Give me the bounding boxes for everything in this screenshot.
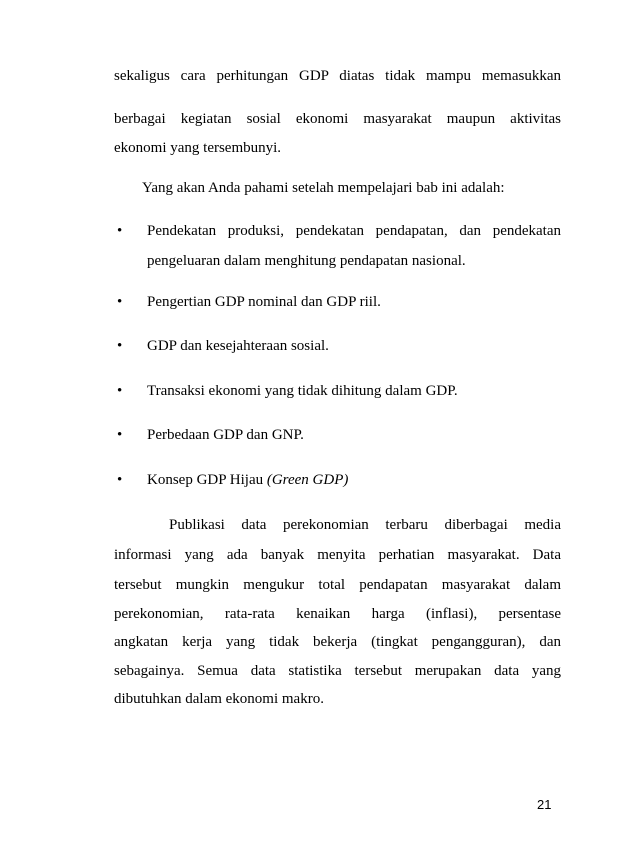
bullet-4-text: Transaksi ekonomi yang tidak dihitung dalam GDP. bbox=[147, 383, 458, 399]
intro-line: Yang akan Anda pahami setelah mempelajari bab ini adalah: bbox=[142, 180, 505, 196]
paragraph2-line-7: dibutuhkan dalam ekonomi makro. bbox=[114, 691, 324, 707]
paragraph1-line-3: ekonomi yang tersembunyi. bbox=[114, 140, 282, 156]
bullet-6-text: Konsep GDP Hijau bbox=[147, 472, 264, 488]
bullet-2-text: Pengertian GDP nominal dan GDP riil. bbox=[147, 294, 381, 310]
bullet-icon: • bbox=[117, 383, 123, 399]
bullet-6-italic: (Green GDP) bbox=[266, 472, 349, 488]
paragraph2-line-1: Publikasi data perekonomian terbaru diberbagai media bbox=[169, 517, 561, 533]
page-number: 21 bbox=[537, 797, 552, 812]
bullet-3-text: GDP dan kesejahteraan sosial. bbox=[147, 338, 329, 354]
bullet-6 bbox=[147, 471, 561, 490]
bullet-1-line-1: Pendekatan produksi, pendekatan pendapatan, dan pendekatan bbox=[147, 223, 561, 239]
paragraph2-line-5: angkatan kerja yang tidak bekerja (tingkat pengangguran), dan bbox=[114, 634, 561, 650]
bullet-icon: • bbox=[117, 223, 123, 239]
paragraph2-line-2: informasi yang ada banyak menyita perhatian masyarakat. Data bbox=[114, 547, 561, 563]
paragraph1-line-1: sekaligus cara perhitungan GDP diatas tidak mampu memasukkan bbox=[114, 68, 561, 84]
paragraph1-line-2: berbagai kegiatan sosial ekonomi masyarakat maupun aktivitas bbox=[114, 111, 561, 127]
bullet-icon: • bbox=[117, 338, 123, 354]
paragraph2-line-3: tersebut mungkin mengukur total pendapatan masyarakat dalam bbox=[114, 577, 561, 593]
bullet-icon: • bbox=[117, 427, 123, 443]
bullet-1-line-2: pengeluaran dalam menghitung pendapatan nasional. bbox=[147, 253, 466, 269]
paragraph2-line-6: sebagainya. Semua data statistika tersebut merupakan data yang bbox=[114, 663, 561, 679]
paragraph2-line-4: perekonomian, rata-rata kenaikan harga (inflasi), persentase bbox=[114, 606, 561, 622]
bullet-5-text: Perbedaan GDP dan GNP. bbox=[147, 427, 304, 443]
bullet-icon: • bbox=[117, 472, 123, 488]
bullet-icon: • bbox=[117, 294, 123, 310]
